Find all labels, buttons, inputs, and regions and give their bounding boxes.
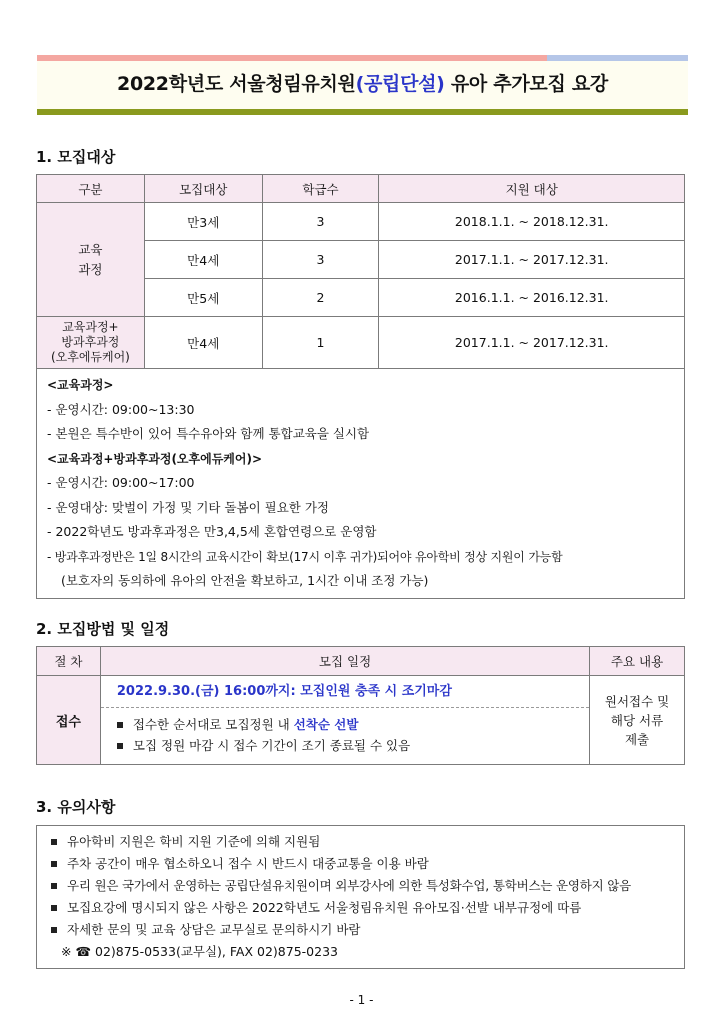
list-item: 유아학비 지원은 학비 지원 기준에 의해 지원됨 (51, 831, 670, 853)
bullet-square-icon (51, 905, 57, 911)
table-row (37, 317, 685, 369)
bullet-square-icon (51, 927, 57, 933)
banner-top-stripe-pink (37, 55, 547, 61)
table-row (37, 203, 685, 241)
table-header-row (37, 175, 685, 203)
note-line: (보호자의 동의하에 유아의 안전을 확보하고, 1시간 이내 조정 가능) (61, 573, 429, 588)
section3-heading: 3. 유의사항 (36, 798, 116, 816)
contact-line: ※ ☎ 02)875-0533(교무실), FAX 02)875-0233 (61, 944, 338, 959)
classes-cell: 3 (262, 241, 379, 279)
table-header-row (37, 647, 685, 676)
age-cell: 만5세 (144, 279, 262, 317)
age-cell: 만4세 (144, 241, 262, 279)
section2-heading: 2. 모집방법 및 일정 (36, 620, 170, 638)
col-header-content: 주요 내용 (590, 647, 685, 676)
step-cell: 접수 (37, 676, 101, 765)
schedule-list (101, 708, 589, 762)
list-item: 접수한 순서대로 모집정원 내 선착순 선발 (117, 714, 589, 735)
range-cell: 2018.1.1. ~ 2018.12.31. (379, 203, 685, 241)
bullet-square-icon (51, 861, 57, 867)
banner-bottom-stripe (37, 109, 688, 115)
col-header-eligibility: 지원 대상 (379, 175, 685, 203)
list-item: 모집요강에 명시되지 않은 사항은 2022학년도 서울청림유치원 유아모집·선발 내부규정에 따름 (51, 897, 670, 919)
note-line: - 2022학년도 방과후과정은 만3,4,5세 혼합연령으로 운영함 (47, 524, 377, 539)
col-header-target: 모집대상 (144, 175, 262, 203)
table-row (37, 676, 685, 765)
note-line: - 운영시간: 09:00~17:00 (47, 475, 195, 490)
range-cell: 2017.1.1. ~ 2017.12.31. (379, 241, 685, 279)
bullet-square-icon (117, 722, 123, 728)
age-cell: 만4세 (144, 317, 262, 369)
deadline-text: 2022.9.30.(금) 16:00까지: 모집인원 충족 시 조기마감 (101, 676, 589, 708)
note-line: - 방과후과정반은 1일 8시간의 교육시간이 확보(17시 이후 귀가)되어야 유아학비 정상 지원이 가능함 (47, 549, 563, 564)
col-header-schedule: 모집 일정 (100, 647, 589, 676)
recruitment-target-table (36, 174, 685, 599)
col-header-classes: 학급수 (262, 175, 379, 203)
classes-cell: 3 (262, 203, 379, 241)
list-item: 우리 원은 국가에서 운영하는 공립단설유치원이며 외부강사에 의한 특성화수업, 통학버스는 운영하지 않음 (51, 875, 670, 897)
title-highlight: (공립단설) (355, 73, 445, 95)
category-education: 교육 과정 (37, 203, 145, 317)
bullet-square-icon (117, 743, 123, 749)
list-item: 모집 정원 마감 시 접수 기간이 조기 종료될 수 있음 (117, 735, 589, 756)
schedule-table (36, 646, 685, 765)
page-number: - 1 - (349, 993, 374, 1007)
notes-row (37, 369, 685, 599)
range-cell: 2017.1.1. ~ 2017.12.31. (379, 317, 685, 369)
notice-box (36, 825, 685, 969)
age-cell: 만3세 (144, 203, 262, 241)
range-cell: 2016.1.1. ~ 2016.12.31. (379, 279, 685, 317)
bullet-square-icon (51, 839, 57, 845)
note-line: - 운영대상: 맞벌이 가정 및 기타 돌봄이 필요한 가정 (47, 499, 330, 515)
note-line: - 운영시간: 09:00~13:30 (47, 401, 195, 417)
category-education-aftercare: 교육과정+ 방과후과정 (오후에듀케어) (37, 317, 145, 369)
schedule-cell (100, 676, 589, 765)
banner-top-stripe-blue (547, 55, 688, 61)
page-title: 2022학년도 서울청림유치원(공립단설) 유아 추가모집 요강 (117, 73, 608, 95)
title-banner (37, 55, 688, 115)
first-come-highlight: 선착순 선발 (293, 717, 359, 732)
list-item: 자세한 문의 및 교육 상담은 교무실로 문의하시기 바람 (51, 919, 670, 941)
section1-heading: 1. 모집대상 (36, 148, 116, 166)
bullet-square-icon (51, 883, 57, 889)
list-item: 주차 공간이 매우 협소하오니 접수 시 반드시 대중교통을 이용 바람 (51, 853, 670, 875)
classes-cell: 1 (262, 317, 379, 369)
col-header-category: 구분 (37, 175, 145, 203)
col-header-step: 절 차 (37, 647, 101, 676)
notes-cell (37, 369, 685, 599)
note-line: - 본원은 특수반이 있어 특수유아와 함께 통합교육을 실시함 (47, 426, 370, 441)
note-heading-aftercare: <교육과정+방과후과정(오후에듀케어)> (47, 451, 263, 466)
classes-cell: 2 (262, 279, 379, 317)
note-heading-education: <교육과정> (47, 378, 114, 392)
content-cell: 원서접수 및 해당 서류 제출 (590, 676, 685, 765)
